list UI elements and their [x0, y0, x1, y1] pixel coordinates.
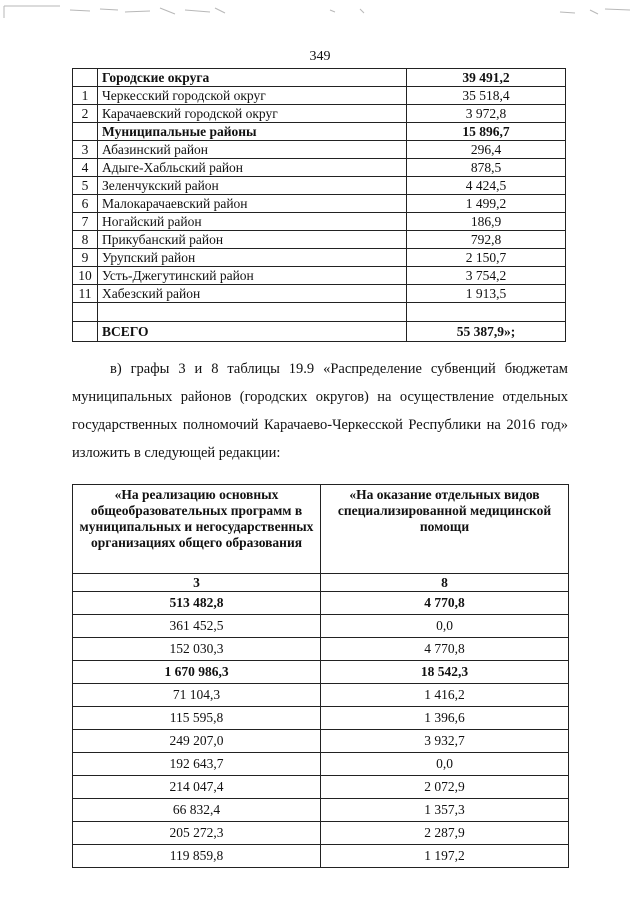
table-row — [73, 177, 566, 195]
row-name: Урупский район — [98, 249, 407, 267]
row-name: Прикубанский район — [98, 231, 407, 249]
row-number: 1 — [73, 87, 98, 105]
row-name — [98, 303, 407, 322]
row-name: Черкесский городской округ — [98, 87, 407, 105]
value-column-3: 249 207,0 — [73, 730, 321, 753]
row-number: 2 — [73, 105, 98, 123]
row-number: 3 — [73, 141, 98, 159]
amendment-paragraph: в) графы 3 и 8 таблицы 19.9 «Распределение субвенций бюджетам муниципальных районов (городских округов) на осуществление отдельных государственных полномочий Карачаево-Черкесской Республики на 2016 год» изложить в следующей редакции: — [72, 361, 568, 461]
value-column-8: 1 197,2 — [321, 845, 569, 868]
row-value: 878,5 — [407, 159, 566, 177]
row-value: 792,8 — [407, 231, 566, 249]
value-column-3: 115 595,8 — [73, 707, 321, 730]
row-name: Хабезский район — [98, 285, 407, 303]
row-value — [407, 303, 566, 322]
subvention-table-columns-3-8 — [72, 484, 569, 868]
table-row — [73, 799, 569, 822]
row-number: 8 — [73, 231, 98, 249]
value-column-8: 4 770,8 — [321, 638, 569, 661]
value-column-3: 513 482,8 — [73, 592, 321, 615]
row-value: 35 518,4 — [407, 87, 566, 105]
row-value: 1 499,2 — [407, 195, 566, 213]
subsidy-table-municipal — [72, 68, 566, 342]
header-column-8: «На оказание отдельных видов специализированной медицинской помощи — [321, 485, 569, 574]
table-row — [73, 141, 566, 159]
table-row — [73, 213, 566, 231]
table-row — [73, 105, 566, 123]
table-row — [73, 231, 566, 249]
page-number: 349 — [309, 49, 331, 64]
value-column-3: 205 272,3 — [73, 822, 321, 845]
value-column-8: 1 396,6 — [321, 707, 569, 730]
table-row — [73, 615, 569, 638]
value-column-8: 1 357,3 — [321, 799, 569, 822]
row-name: Абазинский район — [98, 141, 407, 159]
row-number: 5 — [73, 177, 98, 195]
row-name: Карачаевский городской округ — [98, 105, 407, 123]
table-row — [73, 159, 566, 177]
table-row — [73, 195, 566, 213]
column-number-8: 8 — [321, 574, 569, 592]
table-row — [73, 845, 569, 868]
header-column-3: «На реализацию основных общеобразовательных программ в муниципальных и негосударственных организациях общего образования — [73, 485, 321, 574]
row-number: 4 — [73, 159, 98, 177]
table-row — [73, 322, 566, 342]
value-column-8: 2 287,9 — [321, 822, 569, 845]
row-name: Зеленчукский район — [98, 177, 407, 195]
table-row — [73, 776, 569, 799]
table-row — [73, 822, 569, 845]
row-number — [73, 303, 98, 322]
row-value: 296,4 — [407, 141, 566, 159]
value-column-3: 214 047,4 — [73, 776, 321, 799]
value-column-8: 1 416,2 — [321, 684, 569, 707]
value-column-8: 0,0 — [321, 615, 569, 638]
column-number-row — [73, 574, 569, 592]
row-value: 3 972,8 — [407, 105, 566, 123]
table-row — [73, 87, 566, 105]
value-column-8: 2 072,9 — [321, 776, 569, 799]
row-value: 4 424,5 — [407, 177, 566, 195]
value-column-3: 192 643,7 — [73, 753, 321, 776]
row-number: 7 — [73, 213, 98, 231]
row-number: 9 — [73, 249, 98, 267]
row-name: Муниципальные районы — [98, 123, 407, 141]
table-row — [73, 249, 566, 267]
table-row — [73, 303, 566, 322]
table-row — [73, 730, 569, 753]
row-value: 1 913,5 — [407, 285, 566, 303]
row-number: 6 — [73, 195, 98, 213]
header-row — [73, 485, 569, 574]
value-column-3: 66 832,4 — [73, 799, 321, 822]
table-row — [73, 592, 569, 615]
row-number: 10 — [73, 267, 98, 285]
row-name: Малокарачаевский район — [98, 195, 407, 213]
row-name: Ногайский район — [98, 213, 407, 231]
row-value: 15 896,7 — [407, 123, 566, 141]
row-name: ВСЕГО — [98, 322, 407, 342]
value-column-3: 361 452,5 — [73, 615, 321, 638]
row-number — [73, 69, 98, 87]
value-column-8: 4 770,8 — [321, 592, 569, 615]
column-number-3: 3 — [73, 574, 321, 592]
value-column-3: 1 670 986,3 — [73, 661, 321, 684]
table-row — [73, 285, 566, 303]
table-row — [73, 707, 569, 730]
row-name: Городские округа — [98, 69, 407, 87]
scan-artifact-marks — [0, 4, 640, 20]
row-number — [73, 123, 98, 141]
value-column-3: 119 859,8 — [73, 845, 321, 868]
value-column-3: 71 104,3 — [73, 684, 321, 707]
row-value: 3 754,2 — [407, 267, 566, 285]
row-value: 55 387,9»; — [407, 322, 566, 342]
table-row — [73, 638, 569, 661]
table-row — [73, 69, 566, 87]
row-number — [73, 322, 98, 342]
value-column-3: 152 030,3 — [73, 638, 321, 661]
row-number: 11 — [73, 285, 98, 303]
value-column-8: 3 932,7 — [321, 730, 569, 753]
table-row — [73, 123, 566, 141]
table-row — [73, 267, 566, 285]
value-column-8: 0,0 — [321, 753, 569, 776]
table-row — [73, 753, 569, 776]
row-name: Адыге-Хабльский район — [98, 159, 407, 177]
row-value: 2 150,7 — [407, 249, 566, 267]
table-row — [73, 661, 569, 684]
row-value: 186,9 — [407, 213, 566, 231]
value-column-8: 18 542,3 — [321, 661, 569, 684]
table-row — [73, 684, 569, 707]
row-name: Усть-Джегутинский район — [98, 267, 407, 285]
row-value: 39 491,2 — [407, 69, 566, 87]
